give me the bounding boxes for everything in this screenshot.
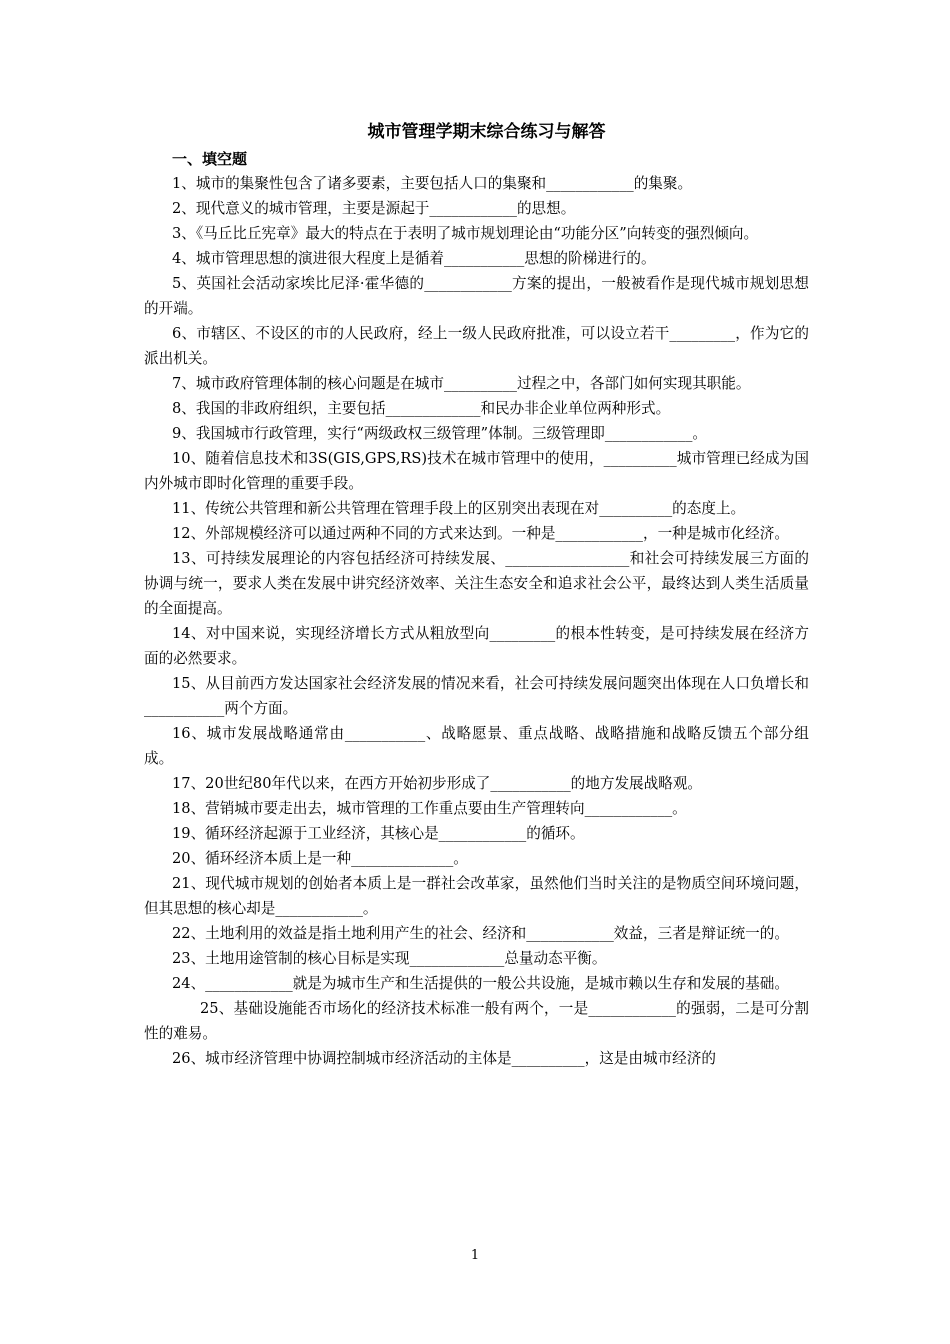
question-item: 21、现代城市规划的创始者本质上是一群社会改革家，虽然他们当时关注的是物质空间环境问题，但其思想的核心却是____________。 xyxy=(144,875,809,917)
question-item: 23、土地用途管制的核心目标是实现_____________总量动态平衡。 xyxy=(172,950,607,967)
question-item: 12、外部规模经济可以通过两种不同的方式来达到。一种是____________，一种是城市化经济。 xyxy=(172,525,789,542)
question-item: 14、对中国来说，实现经济增长方式从粗放型向_________的根本性转变，是可持续发展在经济方面的必然要求。 xyxy=(144,625,809,667)
document-page xyxy=(144,118,809,1071)
question-item: 2、现代意义的城市管理，主要是源起于____________的思想。 xyxy=(172,200,576,217)
question-item: 4、城市管理思想的演进很大程度上是循着___________思想的阶梯进行的。 xyxy=(172,250,656,267)
question-item: 25、基础设施能否市场化的经济技术标准一般有两个，一是____________的强弱，二是可分割性的难易。 xyxy=(144,1000,809,1042)
question-item: 8、我国的非政府组织，主要包括_____________和民办非企业单位两种形式。 xyxy=(172,400,671,417)
question-item: 13、可持续发展理论的内容包括经济可持续发展、_________________和社会可持续发展三方面的协调与统一，要求人类在发展中讲究经济效率、关注生态安全和追求社会公平，最终达到人类生活质量的全面提高。 xyxy=(144,550,809,617)
question-item: 26、城市经济管理中协调控制城市经济活动的主体是__________，这是由城市经济的 xyxy=(172,1050,716,1067)
question-item: 19、循环经济起源于工业经济，其核心是____________的循环。 xyxy=(172,825,585,842)
question-item: 16、城市发展战略通常由___________、战略愿景、重点战略、战略措施和战略反馈五个部分组成。 xyxy=(144,725,809,767)
question-list xyxy=(144,171,809,1071)
question-item: 15、从目前西方发达国家社会经济发展的情况来看，社会可持续发展问题突出体现在人口负增长和___________两个方面。 xyxy=(144,675,809,717)
section-heading: 一、填空题 xyxy=(172,150,248,168)
question-item: 10、随着信息技术和3S(GIS,GPS,RS)技术在城市管理中的使用，__________城市管理已经成为国内外城市即时化管理的重要手段。 xyxy=(144,450,809,492)
question-item: 18、营销城市要走出去，城市管理的工作重点要由生产管理转向____________。 xyxy=(172,800,687,817)
page-number: 1 xyxy=(470,1248,480,1263)
question-item: 3、《马丘比丘宪章》最大的特点在于表明了城市规划理论由“功能分区”向转变的强烈倾向。 xyxy=(172,225,759,242)
question-item: 7、城市政府管理体制的核心问题是在城市__________过程之中，各部门如何实现其职能。 xyxy=(172,375,751,392)
question-item: 5、英国社会活动家埃比尼泽·霍华德的____________方案的提出，一般被看作是现代城市规划思想的开端。 xyxy=(144,275,809,317)
question-item: 20、循环经济本质上是一种______________。 xyxy=(172,850,468,867)
question-item: 17、20世纪80年代以来，在西方开始初步形成了___________的地方发展战略观。 xyxy=(172,775,703,792)
question-item: 11、传统公共管理和新公共管理在管理手段上的区别突出表现在对__________的态度上。 xyxy=(172,500,746,517)
question-item: 22、土地利用的效益是指土地利用产生的社会、经济和____________效益，三者是辩证统一的。 xyxy=(172,925,789,942)
question-item: 24、____________就是为城市生产和生活提供的一般公共设施，是城市赖以生存和发展的基础。 xyxy=(172,975,789,992)
question-item: 9、我国城市行政管理，实行“两级政权三级管理”体制。三级管理即____________。 xyxy=(172,425,707,442)
question-item: 1、城市的集聚性包含了诸多要素，主要包括人口的集聚和____________的集聚。 xyxy=(172,175,693,192)
question-item: 6、市辖区、不设区的市的人民政府，经上一级人民政府批准，可以设立若干_________，作为它的派出机关。 xyxy=(144,325,809,367)
document-title: 城市管理学期末综合练习与解答 xyxy=(367,122,606,142)
